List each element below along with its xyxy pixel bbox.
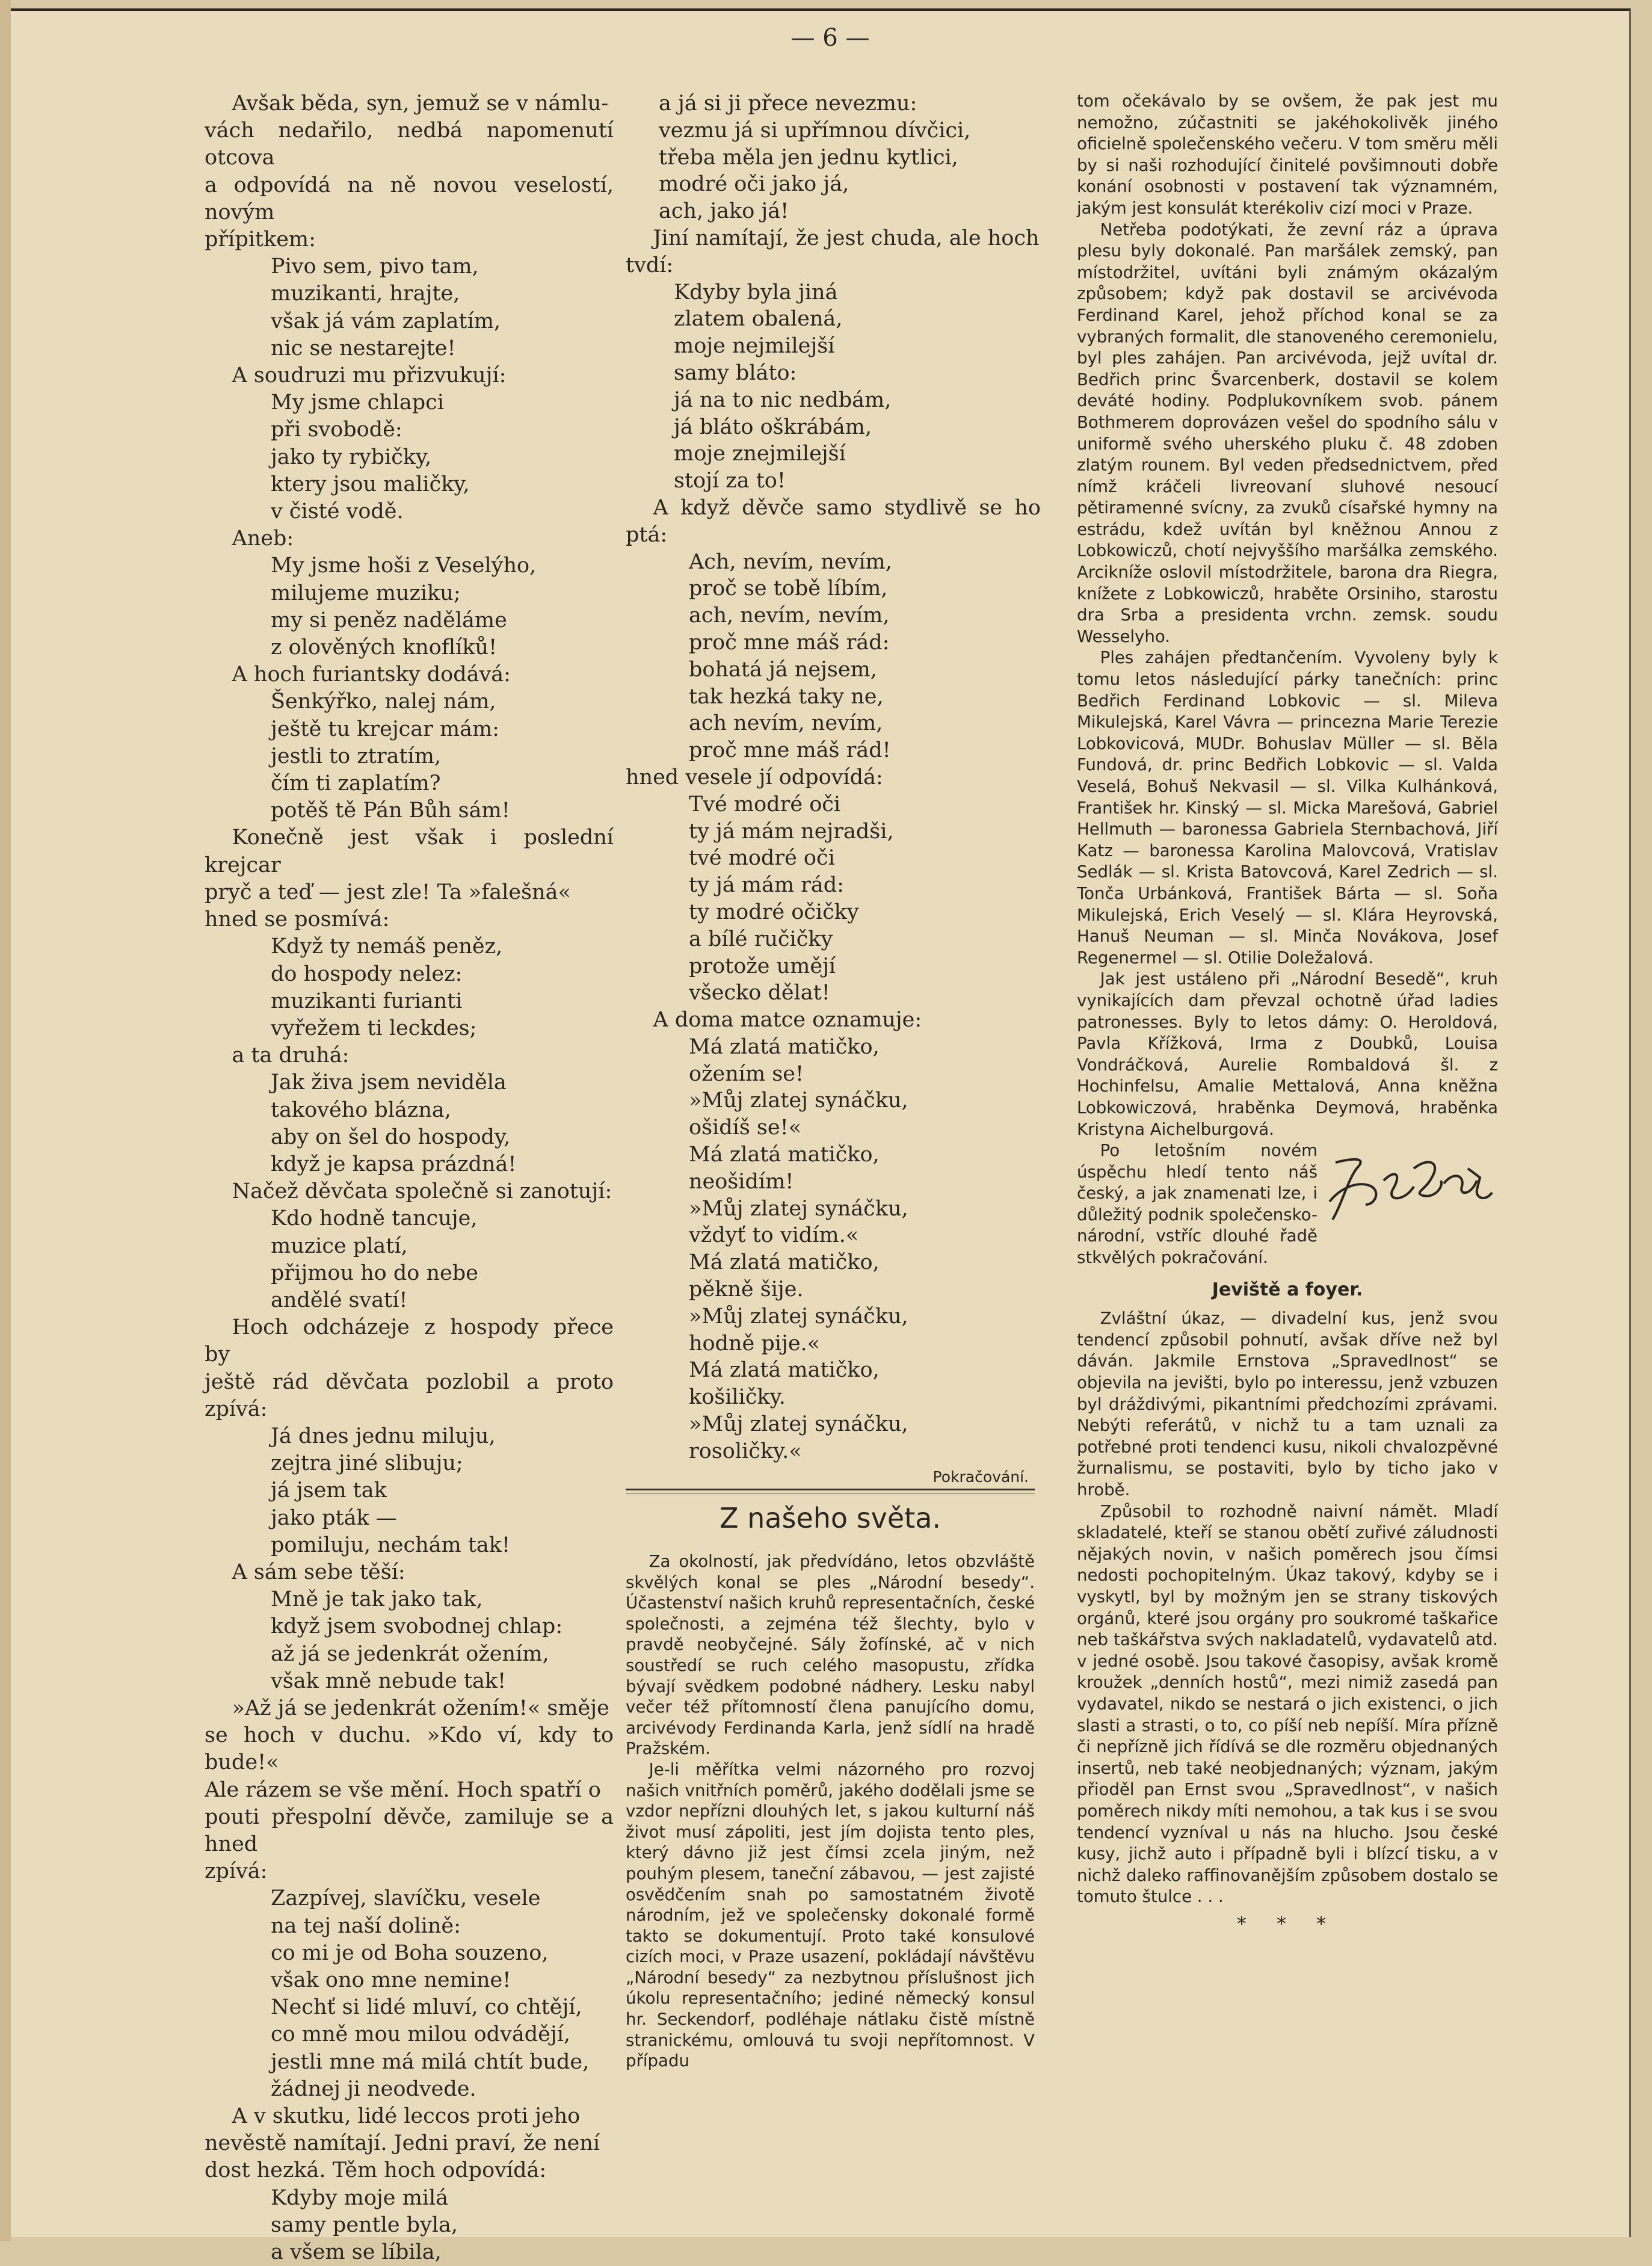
text-line: se hoch v duchu. »Kdo ví, kdy to bude!« [205, 1723, 614, 1775]
text-line: A v skutku, lidé leccos proti jeho [232, 2104, 581, 2129]
text-line: Má zlatá matičko, [689, 1034, 880, 1059]
text-line: všecko dělat! [689, 981, 830, 1005]
text-line: přípitkem: [205, 227, 316, 252]
text-line: hned se posmívá: [205, 907, 390, 932]
text-line: do hospody nelez: [271, 962, 463, 986]
text-line: zpívá: [205, 1859, 268, 1884]
text-line: z olověných knoflíků! [271, 635, 498, 660]
handwritten-signature [1324, 1144, 1498, 1229]
text-line: samy bláto: [674, 360, 797, 385]
text-line: Když ty nemáš peněz, [271, 934, 503, 959]
text-line: Kdo hodně tancuje, [271, 1206, 478, 1231]
text-line: co mně mou milou odvádějí, [271, 2022, 571, 2047]
article-paragraph: Jak jest ustáleno při „Národní Besedě“, kruh vynikajících dam převzal ochotně úřad ladies patronesses. Byly to letos dámy: O. Heroldová, Pavla Křížková, Irma z Doubků, Louisa Vondráčková, Aurelie Rombaldová šl. z Hochinfelsu, Amalie Mettalová, Anna kněžna Lobkowiczová, hraběnka Deymová, hraběnka Kristyna Aichelburgová. [1077, 969, 1498, 1139]
text-line: čím ti zaplatím? [271, 771, 441, 796]
text-line: proč se tobě líbím, [689, 576, 888, 601]
text-line: milujeme muziku; [271, 581, 461, 605]
text-line: My jsme hoši z Veselýho, [271, 554, 537, 578]
text-line: Aneb: [232, 526, 294, 551]
text-line: vždyť to vidím.« [689, 1223, 859, 1248]
text-line: jestli mne má milá chtít bude, [271, 2049, 590, 2074]
text-line: zlatem obalená, [674, 307, 843, 332]
text-line: Načež děvčata společně si zanotují: [232, 1179, 612, 1204]
section-title: Z našeho světa. [720, 1502, 941, 1534]
text-line: nevěstě namítají. Jedni praví, že není [205, 2131, 600, 2156]
section-rule [626, 1489, 1035, 1490]
text-line: moje znejmilejší [674, 442, 846, 466]
text-line: proč mne máš rád: [689, 630, 890, 655]
text-line: ktery jsou maličky, [271, 472, 470, 496]
article-paragraph: Za okolností, jak předvídáno, letos obzvláště skvělých konal se ples „Národní besedy“. Účastenství našich kruhů representačních, české společnosti, a zejména též šlechty, bylo v pravdě neobyčejné. Sály žofínské, ač v nich soustředí se ruch celého masopustu, zřídka bývají svědkem podobné nádhery. Lesku nabyl večer též přítomností člena panujícího domu, arcivévody Ferdinanda Karla, jenž sídlí na hradě Pražském. [626, 1551, 1035, 1759]
text-line: a všem se líbila, [271, 2240, 442, 2265]
text-line: jako ty rybičky, [271, 445, 432, 469]
text-line: Ale rázem se vše mění. Hoch spatří o [205, 1777, 601, 1802]
text-line: Má zlatá matičko, [689, 1143, 880, 1167]
text-line: já na to nic nedbám, [674, 387, 892, 412]
text-line: Kdyby byla jiná [674, 280, 838, 304]
text-line: ach nevím, nevím, [689, 711, 883, 736]
page-number: — 6 — [791, 24, 870, 52]
text-line: Jak živa jsem neviděla [271, 1070, 507, 1095]
text-line: A doma matce oznamuje: [653, 1008, 922, 1033]
text-line: muzice platí, [271, 1233, 408, 1258]
text-line: ach, nevím, nevím, [689, 604, 890, 628]
text-line: tvdí: [626, 253, 674, 277]
text-line: žádnej ji neodvede. [271, 2076, 476, 2101]
text-line: Nechť si lidé mluví, co chtějí, [271, 1995, 582, 2020]
text-line: ožením se! [689, 1061, 804, 1086]
text-line: já jsem tak [271, 1478, 387, 1503]
text-line: Má zlatá matičko, [689, 1358, 880, 1383]
text-line: když jsem svobodnej chlap: [271, 1614, 563, 1639]
text-line: »Můj zlatej synáčku, [689, 1196, 908, 1221]
text-line: Zazpívej, slavíčku, vesele [271, 1886, 541, 1911]
text-line: pěkně šije. [689, 1277, 804, 1302]
article-paragraph: Způsobil to rozhodně naivní námět. Mladí skladatelé, kteří se stanou obětí zuřivé záludnosti nějakých novin, v našich poměrech jsou čímsi nedosti pochopitelným. Úkaz takový, kdyby se i vyskytl, byl by možným jen se strany tiskových orgánů, které jsou orgány pro soukromé taškařice neb taškářstva svých nakladatelů, vydavatelů atd. v jedné osobě. Jsou takové časopisy, avšak kromě kroužek „denních hostů“, mezi nimiž zasedá pan vydavatel, nikdo se nestará o jich existenci, o jich slasti a strasti, o to, co píší neb nepíší. Míra přízně či nepřízně jich řídívá se dle rozměru objednaných insertů, neb také neobjednaných; význam, jakým přioděl pan Ernst svou „Spravedlnost“, v našich poměrech nikdy míti nemohou, a tak kus i se svou tendencí vyzníval u nás na hlucho. Jsou české kusy, jichž auto i případně byli i blízcí tisku, a v nichž daleko raffinovanějším způsobem dostalo se tomuto štulce . . . [1077, 1501, 1498, 1907]
text-line: třeba měla jen jednu kytlici, [659, 145, 958, 170]
text-line: vezmu já si upřímnou dívčici, [659, 118, 971, 143]
subsection-title: Jeviště a foyer. [1212, 1279, 1363, 1300]
text-line: Jiní namítají, že jest chuda, ale hoch [653, 226, 1040, 250]
article-paragraph: Je-li měřítka velmi názorného pro rozvoj našich vnitřních poměrů, jakého dodělali jsme se vzdor nepřízni dlouhých let, s jakou kulturní náš život musí zápoliti, jest jím dojista tento ples, který dávno již jest čímsi zcela jiným, než pouhým plesem, taneční zábavou, — jest zajisté osvědčením snah po samostatném životě národním, jež ve společensky dokonalé formě takto se dokumentují. Proto také konsulové cizích moci, v Praze usazení, pokládají návštěvu „Národní besedy“ za nezbytnou příslušnost jich úkolu representačního; jediné německý konsul hr. Seckendorf, podléhaje nátlaku čistě místně stranickému, omlouvá tu svoji nepřítomnost. V případu [626, 1759, 1035, 2071]
text-line: ty modré očičky [689, 900, 859, 924]
continued-note: Pokračování. [932, 1468, 1029, 1486]
text-line: »Až já se jedenkrát ožením!« směje [232, 1696, 609, 1720]
text-line: košiličky. [689, 1385, 786, 1410]
column-middle [626, 90, 1041, 1489]
text-line: proč mne máš rád! [689, 738, 891, 763]
text-line: muzikanti furianti [271, 989, 463, 1013]
text-line: pomiluju, nechám tak! [271, 1533, 511, 1557]
text-line: však ono mne nemine! [271, 1968, 511, 1993]
text-line: »Můj zlatej synáčku, [689, 1088, 908, 1113]
text-line: Šenkýřko, nalej nám, [271, 690, 496, 714]
text-line: samy pentle byla, [271, 2212, 458, 2237]
text-line: protože umějí [689, 954, 836, 978]
text-line: Tvé modré oči [689, 792, 841, 817]
text-line: a bílé ručičky [689, 927, 833, 951]
text-line: při svobodě: [271, 418, 402, 442]
article-paragraph: Zvláštní úkaz, — divadelní kus, jenž svou tendencí způsobil pohnutí, avšak dříve než byl dáván. Jakmile Ernstova „Spravedlnost“ se objevila na jevišti, bylo po interessu, jenž vzbuzen byl dráždivými, pikantními předchozími zprávami. Nebýti referátů, v nichž tu a tam uznali za potřebné proti tendenci kusu, nikoli chvalozpěvné žurnalismu, se postaviti, bylo by ticho jako v hrobě. [1077, 1308, 1498, 1499]
text-line: vách nedařilo, nedbá napomenutí otcova [205, 119, 614, 170]
text-line: neošidím! [689, 1169, 794, 1194]
text-line: jako pták — [271, 1505, 397, 1530]
text-line: muzikanti, hrajte, [271, 282, 460, 306]
text-line: A hoch furiantsky dodává: [232, 662, 511, 687]
text-line: andělé svatí! [271, 1288, 408, 1312]
text-line: já bláto oškrábám, [674, 415, 872, 439]
text-line: pouti přespolní děvče, zamiluje se a hned [205, 1804, 614, 1856]
text-line: ach, jako já! [659, 199, 789, 224]
article-paragraph: tom očekávalo by se ovšem, že pak jest mu nemožno, zúčastniti se jakéhokolivěk jiného oficielně společenského večeru. V tom směru měli by si naši rozhodující činitelé povšimnouti dobře konání osobnosti v postavení tak významném, jakým jest konsulát kterékoliv cizí moci v Praze. [1077, 91, 1498, 218]
text-line: A sám sebe těší: [232, 1560, 405, 1584]
text-line: až já se jedenkrát ožením, [271, 1641, 549, 1666]
column-middle-verses [626, 90, 1041, 1465]
text-line: Mně je tak jako tak, [271, 1587, 483, 1612]
text-line: »Můj zlatej synáčku, [689, 1412, 908, 1437]
text-line: rosoličky.« [689, 1439, 802, 1463]
text-line: ty já mám rád: [689, 873, 844, 898]
closing-with-signature [1077, 1140, 1498, 1268]
column-left [205, 90, 614, 2266]
text-line: hned vesele jí odpovídá: [626, 765, 883, 789]
text-line: My jsme chlapci [271, 391, 444, 415]
closing-paragraph: Po letošním novém úspěchu hledí tento náš český, a jak znamenati lze, i důležitý podnik společensko-národní, vstříc dlouhé řadě stkvělých pokračování. [1077, 1140, 1318, 1268]
text-line: Konečně jest však i poslední krejcar [205, 826, 614, 877]
text-line: v čisté vodě. [271, 499, 404, 524]
text-line: moje nejmilejší [674, 334, 835, 359]
column-right [1077, 90, 1498, 1934]
text-line: zejtra jiné slibuju; [271, 1451, 463, 1476]
text-line: Ach, nevím, nevím, [689, 549, 892, 574]
text-line: co mi je od Boha souzeno, [271, 1940, 549, 1965]
text-line: přijmou ho do nebe [271, 1261, 478, 1285]
text-line: takového blázna, [271, 1097, 451, 1122]
text-line: však já vám zaplatím, [271, 309, 501, 333]
text-line: jestli to ztratím, [271, 744, 442, 768]
text-line: Hoch odcházeje z hospody přece by [205, 1315, 614, 1367]
text-line: Kdyby moje milá [271, 2185, 449, 2210]
text-line: a já si ji přece nevezmu: [659, 91, 917, 116]
text-line: stojí za to! [674, 469, 786, 493]
text-line: pryč a teď — jest zle! Ta »falešná« [205, 880, 571, 904]
text-line: na tej naší dolině: [271, 1913, 461, 1938]
text-line: Avšak běda, syn, jemuž se v námlu- [232, 91, 609, 116]
text-line: potěš tě Pán Bůh sám! [271, 798, 510, 823]
text-line: nic se nestarejte! [271, 336, 456, 360]
text-line: tak hezká taky ne, [689, 684, 884, 709]
text-line: »Můj zlatej synáčku, [689, 1304, 908, 1329]
article-paragraph: Ples zahájen předtančením. Vyvoleny byly k tomu letos následující párky tanečních: princ Bedřich Ferdinand Lobkovic — sl. Mileva Mikulejská, Karel Vávra — princezna Marie Terezie Lobkovicová, MUDr. Bohuslav Müller — sl. Běla Fundová, dr. princ Bedřich Lobkovic — sl. Valda Veselá, Bohuš Nekvasil — sl. Vilka Kulhánková, František hr. Kinský — sl. Micka Marešová, Gabriel Hellmuth — baronessa Gabriela Sternbachová, Jiří Katz — baronessa Karolina Malovcová, Vratislav Sedlák — sl. Krista Batovcová, Karel Zedrich — sl. Tonča Urbánková, František Bárta — sl. Soňa Mikulejská, Erich Veselý — sl. Klára Heyrovská, Hanuš Neuman — sl. Minča Novákova, Josef Regenermel — sl. Otilie Doležalová. [1077, 647, 1498, 968]
text-line: Má zlatá matičko, [689, 1250, 880, 1275]
section-article [626, 1551, 1035, 2072]
text-line: A když děvče samo stydlivě se ho ptá: [626, 495, 1041, 547]
article-paragraph: Netřeba podotýkati, že zevní ráz a úprava plesu byly dokonalé. Pan maršálek zemský, pan místodržitel, uvítáni byli známým okázalým způsobem; když pak dostavil se arcivévoda Ferdinand Karel, jehož příchod konal se za vybraných formalit, dle stanoveného ceremonielu, byl ples zahájen. Pan arcivévoda, jejž uvítal dr. Bedřich princ Švarcenberk, dostavil se kolem deváté hodiny. Podplukovníkem svob. pánem Bothmerem doprovázen vešel do spodního sálu v uniformě svého uherského pluku č. 48 zdoben zlatým rounem. Byl veden předsednictvem, před nímž kráčeli livreovaní sluhové nesoucí pětiramenné svícny, za zvuků císařské hymny na estrádu, kdež uvítán byl kněžnou Annou z Lobkowiczů, chotí nejvyššího maršálka zemského. Arcikníže oslovil místodržitele, barona dra Riegra, knížete z Lobkowiczů, hraběte Orsiniho, starostu dra Srba a presidenta vrchn. zemsk. soudu Wesselyho. [1077, 219, 1498, 646]
text-line: aby on šel do hospody, [271, 1125, 511, 1149]
text-line: Pivo sem, pivo tam, [271, 255, 479, 279]
text-line: ty já mám nejradši, [689, 819, 894, 844]
text-line: my si peněz naděláme [271, 608, 507, 632]
text-line: však mně nebude tak! [271, 1669, 507, 1693]
page-edge [0, 0, 11, 2241]
text-line: hodně pije.« [689, 1331, 821, 1356]
asterism: * * * [1236, 1912, 1339, 1935]
text-line: a ta druhá: [232, 1043, 350, 1068]
text-line: když je kapsa prázdná! [271, 1152, 517, 1176]
text-line: Já dnes jednu miluju, [271, 1424, 496, 1448]
text-line: tvé modré oči [689, 846, 835, 871]
text-line: modré oči jako já, [659, 172, 849, 197]
text-line: ještě rád děvčata pozlobil a proto zpívá: [205, 1369, 614, 1421]
text-line: ošidíš se!« [689, 1116, 802, 1140]
text-line: bohatá já nejsem, [689, 657, 877, 682]
text-line: ještě tu krejcar mám: [271, 717, 500, 741]
text-line: A soudruzi mu přizvukují: [232, 363, 507, 388]
text-line: vyřežem ti leckdes; [271, 1016, 477, 1040]
text-line: a odpovídá na ně novou veselostí, novým [205, 173, 614, 224]
text-line: dost hezká. Těm hoch odpovídá: [205, 2158, 547, 2183]
